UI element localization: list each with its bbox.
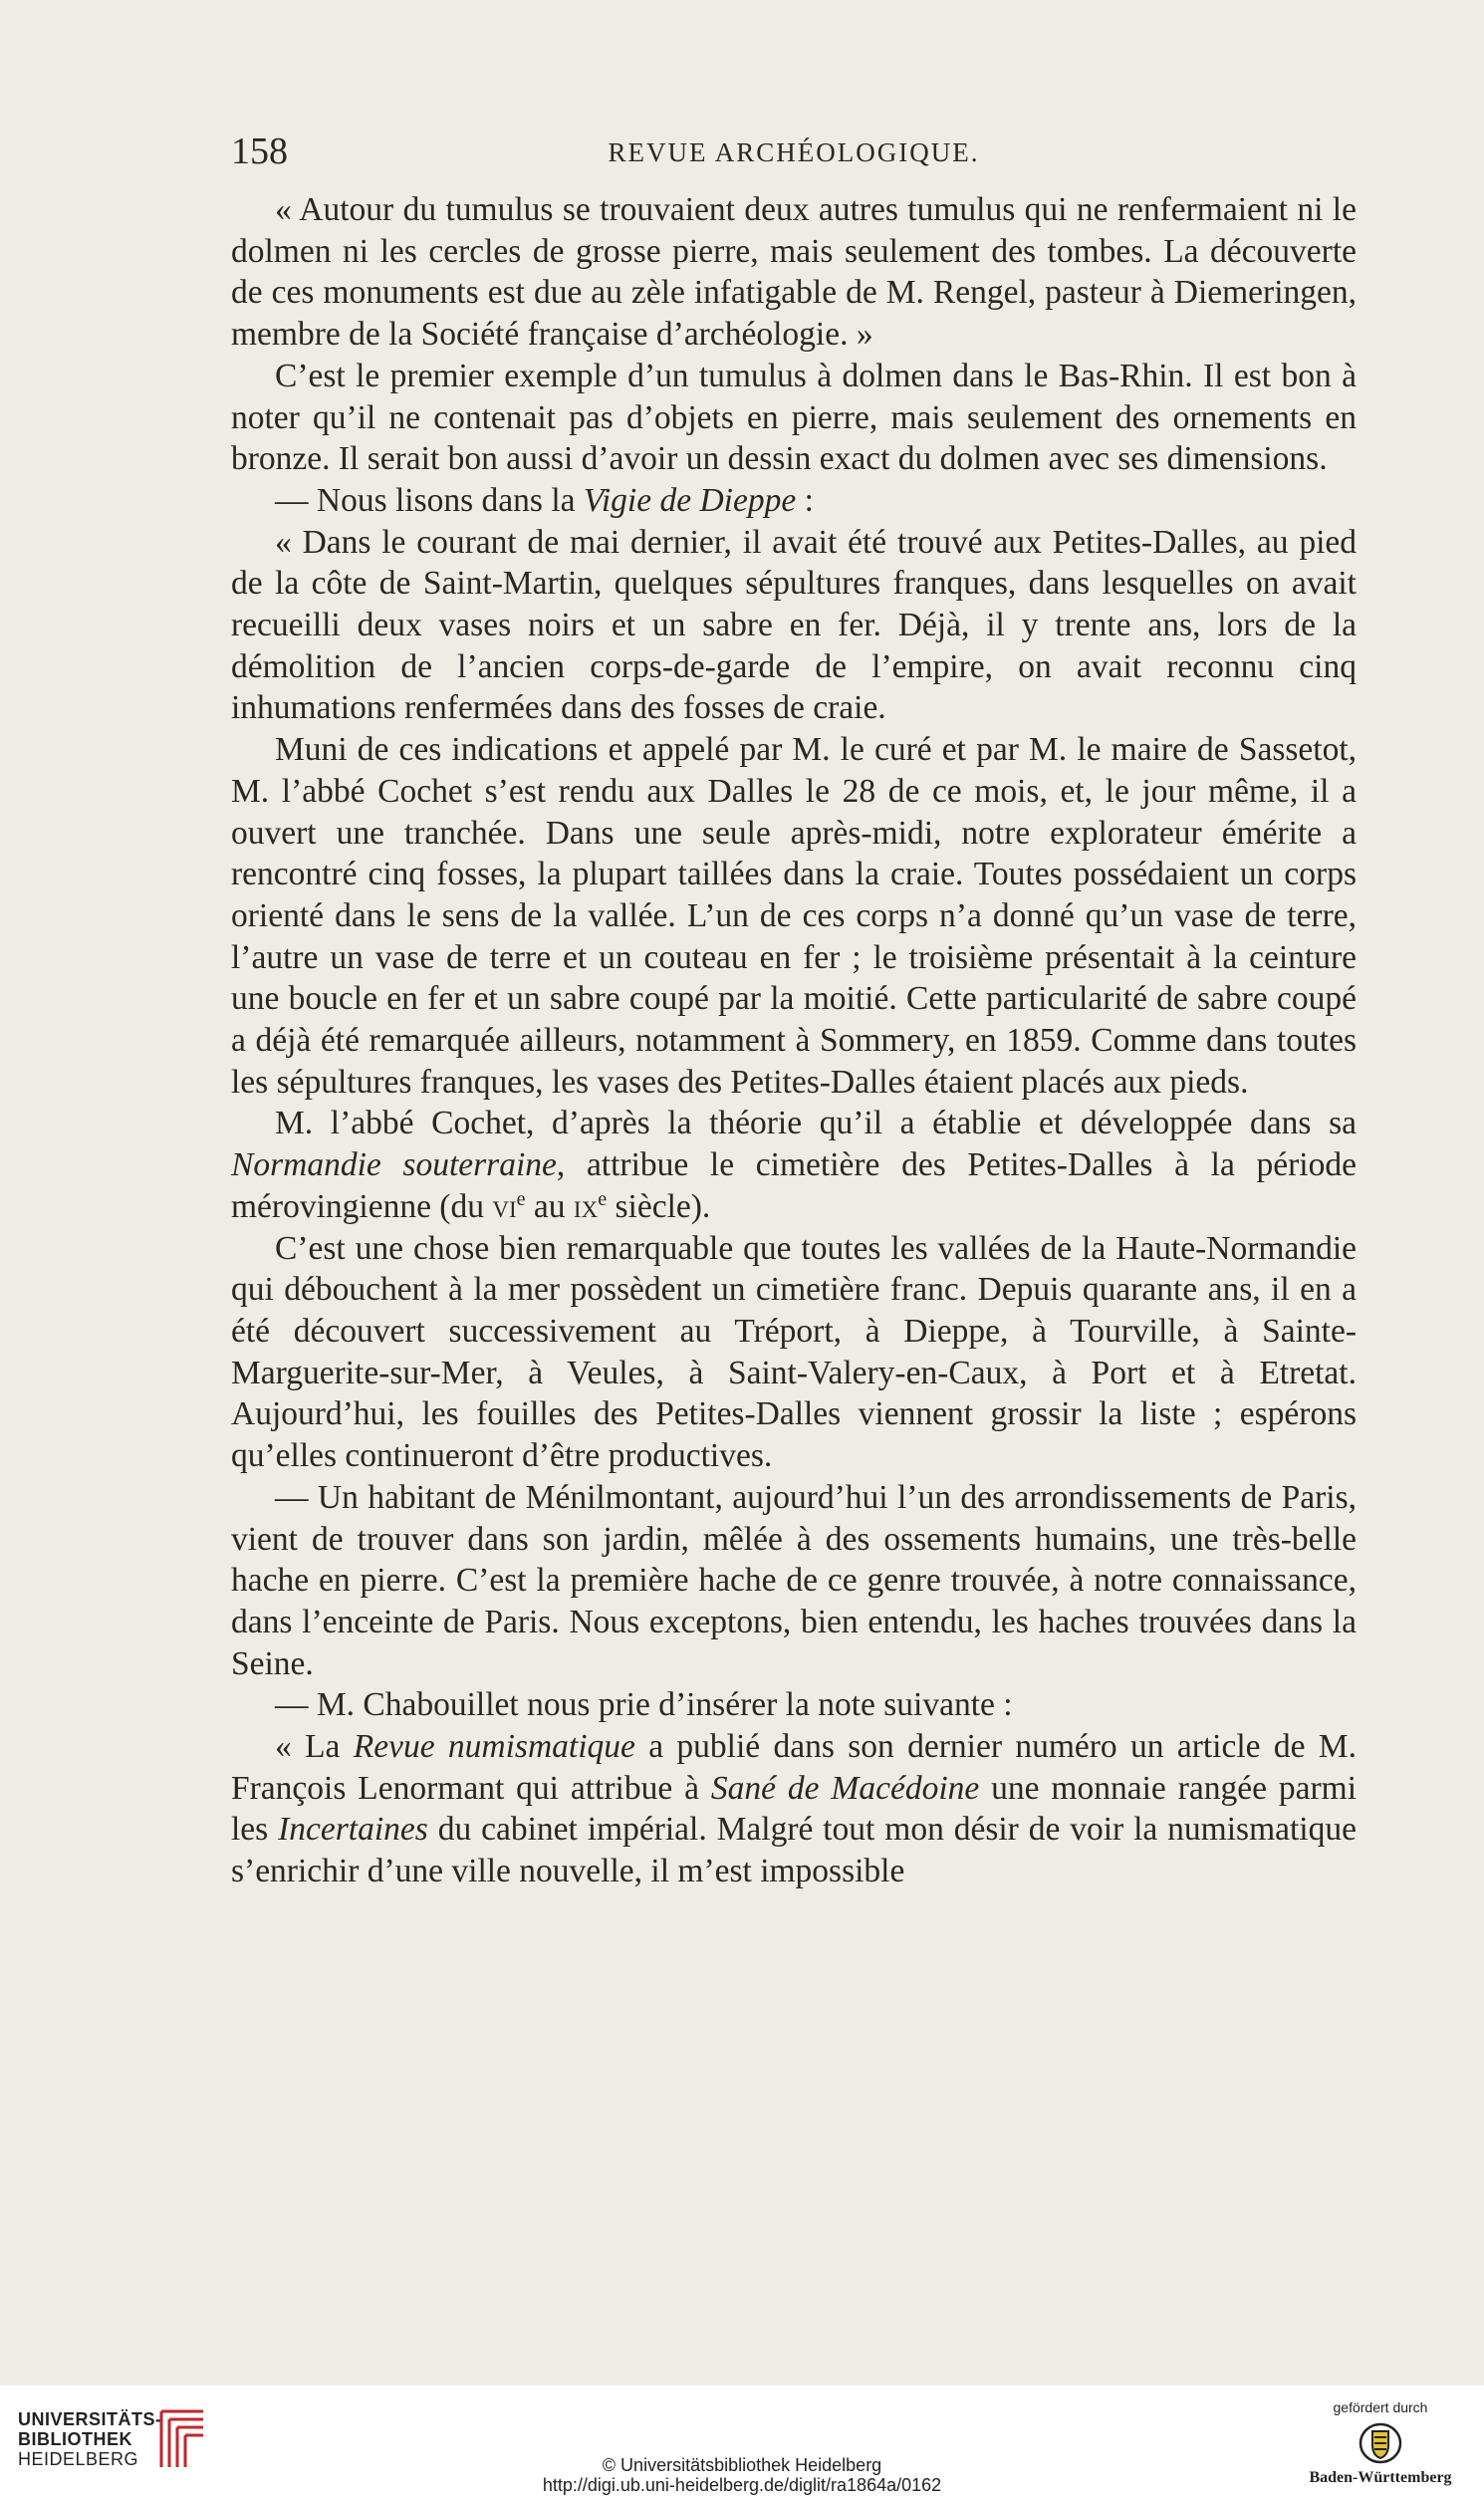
library-name-line: BIBLIOTHEK (18, 2429, 132, 2449)
paragraph: — M. Chabouillet nous prie d’insérer la note suivante : (275, 1686, 1013, 1724)
italic-title: Revue numismatique (353, 1728, 635, 1766)
text-run: une monnaie rangée parmi les (231, 1769, 1357, 1849)
library-name-line: HEIDELBERG (18, 2449, 139, 2469)
page-number: 158 (231, 130, 288, 172)
funding-block (1301, 2399, 1460, 2487)
paragraph: C’est le premier exemple d’un tumulus à dolmen dans le Bas-Rhin. Il est bon à noter qu’il ne contenait pas d’objets en pierre, mais seulement des ornements en bronze. Il serait bon aussi d’avoir un dessin exact du dolmen avec ses dimensions. (231, 357, 1357, 478)
paragraph (231, 1103, 1357, 1227)
running-title: REVUE ARCHÉOLOGIQUE. (608, 137, 980, 167)
article-body (231, 189, 1357, 1892)
italic-title: Sané de Macédoine (710, 1769, 980, 1807)
century-numeral: vi (492, 1187, 517, 1225)
permalink[interactable]: http://digi.ub.uni-heidelberg.de/diglit/ra1864a/0162 (542, 2475, 942, 2495)
italic-title: Vigie de Dieppe (583, 481, 797, 519)
text-run: a publié dans son dernier numéro un article de M. François Lenormant qui attribue à (231, 1728, 1357, 1807)
library-name-line: UNIVERSITÄTS- (18, 2409, 162, 2429)
paragraph: — Un habitant de Ménilmontant, aujourd’hui l’un des arrondissements de Paris, vient de trouver dans son jardin, mêlée à des ossements humains, une très-belle hache en pierre. C’est la première hache de ce genre trouvée, à notre connaissance, dans l’enceinte de Paris. Nous exceptons, bien entendu, les haches trouvées dans la Seine. (231, 1478, 1357, 1682)
text-run: du cabinet impérial. Malgré tout mon désir de voir la numismatique s’enrichir d’une ville nouvelle, il m’est impossible (231, 1811, 1357, 1890)
paragraph (231, 480, 1357, 522)
paragraph: « Dans le courant de mai dernier, il avait été trouvé aux Petites-Dalles, au pied de la côte de Saint-Martin, quelques sépultures franques, dans lesquelles on avait recueilli deux vases noirs et un sabre en fer. Déjà, il y trente ans, lors de la démolition de l’ancien corps-de-garde de l’empire, on avait reconnu cinq inhumations renfermées dans des fosses de craie. (231, 523, 1357, 727)
italic-title: Normandie souterraine (231, 1146, 557, 1184)
paragraph: Muni de ces indications et appelé par M. le curé et par M. le maire de Sassetot, M. l’abbé Cochet s’est rendu aux Dalles le 28 de ce mois, et, le jour même, il a ouvert une tranchée. Dans une seule après-midi, notre explorateur émérite a rencontré cinq fosses, la plupart taillées dans la craie. Toutes possédaient un corps orienté dans le sens de la vallée. L’un de ces corps n’a donné qu’un vase de terre, l’autre un vase de terre et un couteau en fer ; le troisième présentait à la ceinture une boucle en fer et un sabre coupé par la moitié. Cette particularité de sabre coupé a déjà été remarquée ailleurs, notamment à Sommery, en 1859. Comme dans toutes les sépultures franques, les vases des Petites-Dalles étaient placés aux pieds. (231, 731, 1357, 1101)
text-run: — Nous lisons dans la (275, 481, 584, 519)
page-header (231, 129, 1357, 179)
century-numeral: ix (573, 1187, 599, 1225)
copyright-notice (0, 2455, 1484, 2495)
coat-of-arms-icon (1359, 2421, 1402, 2465)
text-run: M. l’abbé Cochet, d’après la théorie qu’il a établie et développée dans sa (275, 1105, 1357, 1142)
paragraph: « Autour du tumulus se trouvaient deux autres tumulus qui ne renfermaient ni le dolmen ni les cercles de grosse pierre, mais seulement des tombes. La découverte de ces monuments est due au zèle infatigable de M. Rengel, pasteur à Diemeringen, membre de la Société française d’archéologie. » (231, 191, 1357, 354)
text-run: au (525, 1187, 574, 1225)
italic-title: Incertaines (278, 1811, 428, 1849)
digitization-footer (0, 2385, 1484, 2501)
funding-label: gefördert durch (1333, 2399, 1428, 2415)
text-run: , attribue le cimetière des Petites-Dalles à la période mérovingienne (du (231, 1146, 1357, 1225)
copyright-text: © Universitätsbibliothek Heidelberg (602, 2455, 882, 2475)
text-run: : (796, 481, 814, 519)
text-run: siècle). (607, 1187, 711, 1225)
text-run: « La (275, 1728, 354, 1766)
paragraph (231, 1726, 1357, 1892)
paragraph: C’est une chose bien remarquable que toutes les vallées de la Haute-Normandie qui débouchent à la mer possèdent un cimetière franc. Depuis quarante ans, il en a été découvert successivement au Tréport, à Dieppe, à Tourville, à Sainte-Marguerite-sur-Mer, à Veules, à Saint-Valery-en-Caux, à Port et à Etretat. Aujourd’hui, les fouilles des Petites-Dalles viennent grossir la liste ; espérons qu’elles continueront d’être productives. (231, 1229, 1357, 1475)
superscript: e (516, 1187, 526, 1210)
funding-organization: Baden-Württemberg (1309, 2469, 1452, 2486)
superscript: e (598, 1187, 608, 1210)
